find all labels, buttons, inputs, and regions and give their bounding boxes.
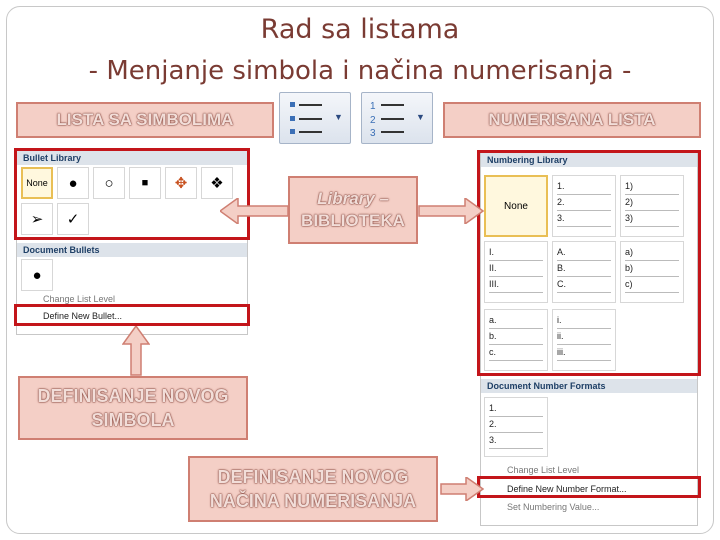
format-line: 3): [625, 211, 679, 227]
format-line: a.: [489, 313, 543, 329]
change-list-level-item[interactable]: Change List Level: [507, 465, 580, 475]
bullet-none-option[interactable]: None: [21, 167, 53, 199]
bullets-toolbar-button[interactable]: [279, 92, 351, 144]
bullet-option-6[interactable]: ➢: [21, 203, 53, 235]
format-line: b): [625, 261, 679, 277]
format-line: 1): [625, 179, 679, 195]
set-numbering-value-item[interactable]: Set Numbering Value...: [507, 502, 600, 512]
bullet-library-highlight: [14, 148, 250, 240]
chevron-down-icon[interactable]: ▼: [416, 112, 425, 122]
slide-subtitle: - Menjanje simbola i načina numerisanja -: [88, 56, 632, 86]
format-line: 2.: [557, 195, 611, 211]
define-symbol-line1: DEFINISANJE NOVOG: [37, 386, 229, 406]
arrow-right-icon: [418, 198, 484, 224]
document-bullets-header: Document Bullets: [17, 243, 247, 257]
arrow-right-icon: [440, 477, 484, 501]
format-line: a): [625, 245, 679, 261]
document-number-format-option[interactable]: [484, 397, 548, 457]
numbered-list-label: NUMERISANA LISTA: [443, 102, 701, 138]
bullet-option-4[interactable]: ✥: [165, 167, 197, 199]
chevron-down-icon[interactable]: ▼: [334, 112, 343, 122]
format-line: 3.: [557, 211, 611, 227]
library-label: [288, 176, 418, 244]
library-label-line2: BIBLIOTEKA: [301, 211, 405, 230]
format-line: 1.: [489, 401, 543, 417]
define-numbering-line1: DEFINISANJE NOVOG: [217, 467, 409, 487]
define-symbol-label: [18, 376, 248, 440]
format-line: 2): [625, 195, 679, 211]
svg-text:2: 2: [370, 115, 376, 126]
define-new-number-format-item[interactable]: Define New Number Format...: [507, 484, 627, 494]
bullet-option-7[interactable]: ✓: [57, 203, 89, 235]
format-line: c): [625, 277, 679, 293]
numbering-library-highlight: [477, 150, 701, 376]
define-numbering-line2: NAČINA NUMERISANJA: [209, 491, 417, 511]
define-number-format-highlight: [477, 476, 701, 498]
format-line: 3.: [489, 433, 543, 449]
format-line: 2.: [489, 417, 543, 433]
define-symbol-line2: SIMBOLA: [91, 410, 175, 430]
numbering-none-option[interactable]: None: [484, 175, 548, 237]
arrow-left-icon: [220, 198, 290, 224]
numbering-toolbar-button[interactable]: [361, 92, 433, 144]
document-number-formats-header: Document Number Formats: [481, 379, 697, 393]
format-line: III.: [489, 277, 543, 293]
numbering-library-header: Numbering Library: [481, 153, 697, 167]
format-line: i.: [557, 313, 611, 329]
format-line: C.: [557, 277, 611, 293]
document-bullet-option[interactable]: ●: [21, 259, 53, 291]
arrow-up-icon: [122, 326, 150, 376]
define-numbering-label: [188, 456, 438, 522]
format-line: B.: [557, 261, 611, 277]
bullet-option-3[interactable]: ■: [129, 167, 161, 199]
bullet-list-label: LISTA SA SIMBOLIMA: [16, 102, 274, 138]
bullet-option-5[interactable]: ❖: [201, 167, 233, 199]
bullets-icon: [284, 97, 328, 141]
define-bullet-highlight: [14, 304, 250, 326]
define-new-bullet-item[interactable]: Define New Bullet...: [43, 311, 123, 321]
numbering-icon: [366, 97, 410, 141]
change-list-level-item[interactable]: Change List Level: [43, 294, 116, 304]
library-label-line1: Library –: [317, 189, 389, 208]
bullet-library-header: Bullet Library: [17, 151, 247, 165]
format-line: II.: [489, 261, 543, 277]
svg-text:1: 1: [370, 101, 376, 112]
svg-text:3: 3: [370, 128, 376, 139]
bullet-option-1[interactable]: ●: [57, 167, 89, 199]
format-line: b.: [489, 329, 543, 345]
format-line: 1.: [557, 179, 611, 195]
format-line: iii.: [557, 345, 611, 361]
bullet-option-2[interactable]: ○: [93, 167, 125, 199]
slide-title: Rad sa listama: [260, 14, 460, 45]
format-line: c.: [489, 345, 543, 361]
format-line: A.: [557, 245, 611, 261]
format-line: I.: [489, 245, 543, 261]
format-line: ii.: [557, 329, 611, 345]
